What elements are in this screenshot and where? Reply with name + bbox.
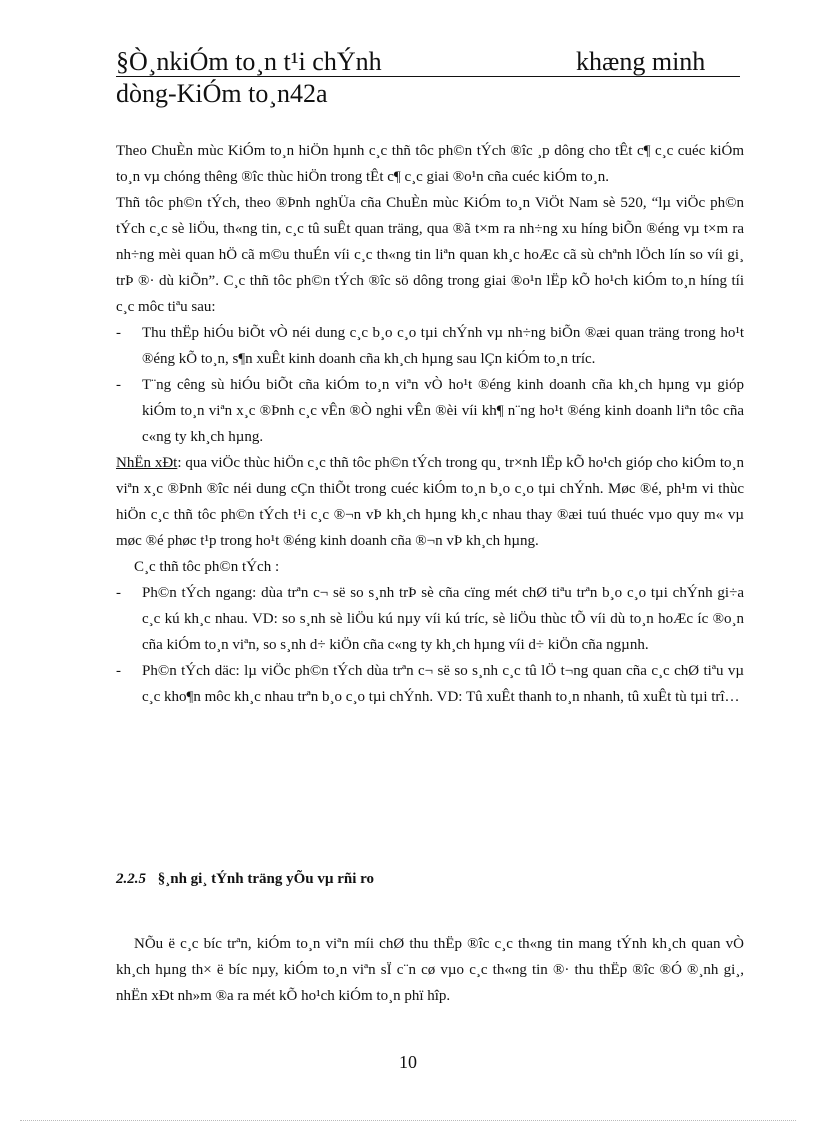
section-number: 2.2.5 [116,871,146,887]
paragraph-note [116,450,744,554]
list-item [116,372,744,450]
paragraph-definition: Thñ tôc ph©n tÝch, theo ®Þnh nghÜa cña ChuÈn mùc KiÓm to¸n ViÖt Nam sè 520, “lµ viÖc ph©n tÝch c¸c sè liÖu, th«ng tin, c¸c tû suÊt quan träng, qua ®ã t×m ra nh÷ng xu híng biÕn ®éng vµ t×m ra nh÷ng mèi quan hÖ cã m©u thuÉn víi c¸c th«ng tin liªn quan kh¸c hoÆc cã sù chªnh lÖch lín so víi gi¸ trÞ ®· dù kiÕn”. C¸c thñ tôc ph©n tÝch ®îc sö dông trong giai ®o¹n lËp kÕ ho¹ch kiÓm to¸n híng tíi c¸c môc tiªu sau: [116,195,744,315]
note-label: NhËn xÐt [116,455,178,471]
paragraph-closing: NÕu ë c¸c bíc trªn, kiÓm to¸n viªn míi chØ thu thËp ®îc c¸c th«ng tin mang tÝnh kh¸ch quan vÒ kh¸ch hµng th× ë bíc nµy, kiÓm to¸n viªn sÏ c¨n cø vµo c¸c th«ng tin ®· thu thËp ®îc ®Ó ®¸nh gi¸, nhËn xÐt nh»m ®a ra mét kÕ ho¹ch kiÓm to¸n phï hîp. [116,936,744,1004]
page-number: 10 [399,1052,417,1072]
body-text [116,138,744,710]
paragraph-procedures: C¸c thñ tôc ph©n tÝch : [134,559,280,575]
list-item-text: Ph©n tÝch däc: lµ viÖc ph©n tÝch dùa trªn c¬ së so s¸nh c¸c tû lÖ t¬ng quan cña c¸c chØ tiªu vµ c¸c kho¶n môc kh¸c nhau trªn b¸o c¸o tµi chÝnh. VD: Tû xuÊt thanh to¸n nhanh, tû xuÊt tù tµi trî… [142,663,744,705]
list-item [116,320,744,372]
list-dash: - [116,585,121,601]
page-header [116,46,740,109]
note-text: : qua viÖc thùc hiÖn c¸c thñ tôc ph©n tÝch trong qu¸ tr×nh lËp kÕ ho¹ch gióp cho kiÓm to¸n viªn x¸c ®Þnh ®îc néi dung cÇn thiÕt trong cuéc kiÓm to¸n b¸o c¸o tµi chÝnh. Møc ®é, ph¹m vi thùc hiÖn c¸c thñ tôc ph©n tÝch t¹i c¸c ®¬n vÞ kh¸ch hµng kh¸c nhau thay ®æi tuú thuéc vµo quy m« vµ møc ®é phøc t¹p trong ho¹t ®éng kinh doanh cña ®¬n vÞ kh¸ch hµng. [116,455,745,549]
list-item [116,580,744,658]
list-item-text: Ph©n tÝch ngang: dùa trªn c¬ së so s¸nh trÞ sè cña cïng mét chØ tiªu trªn b¸o c¸o tµi chÝnh gi÷a c¸c kú kh¸c nhau. VD: so s¸nh sè liÖu kú nµy víi kú tríc, sè liÖu thùc tÕ víi dù to¸n hoÆc íc ®o¸n cña kiÓm to¸n viªn, so s¸nh d÷ kiÖn cña c«ng ty kh¸ch hµng víi d÷ kiÖn cña ngµnh. [142,585,744,653]
list-item [116,658,744,710]
section-heading [116,866,744,892]
list-item-text: T¨ng cêng sù hiÓu biÕt cña kiÓm to¸n viªn vÒ ho¹t ®éng kinh doanh cña kh¸ch hµng vµ gióp kiÓm to¸n viªn x¸c ®Þnh c¸c vÊn ®Ò nghi vÊn ®èi víi kh¶ n¨ng ho¹t ®éng kinh doanh liªn tôc cña c«ng ty kh¸ch hµng. [142,377,744,445]
section-title: §¸nh gi¸ tÝnh träng yÕu vµ rñi ro [157,871,375,887]
header-title: §Ò¸nkiÓm to¸n t¹i chÝnh [116,47,382,76]
page-bottom-divider [20,1120,796,1121]
list-dash: - [116,663,121,679]
list-dash: - [116,325,121,341]
header-underline [116,76,740,77]
paragraph-intro: Theo ChuÈn mùc KiÓm to¸n hiÖn hµnh c¸c thñ tôc ph©n tÝch ®îc ¸p dông cho tÊt c¶ c¸c cuéc kiÓm to¸n vµ chóng thêng ®îc thùc hiÖn trong tÊt c¶ c¸c giai ®o¹n cña cuéc kiÓm to¸n. [116,143,744,185]
list-dash: - [116,377,121,393]
header-author: khæng minh [576,47,706,76]
list-item-text: Thu thËp hiÓu biÕt vÒ néi dung c¸c b¸o c¸o tµi chÝnh vµ nh÷ng biÕn ®æi quan träng trong ho¹t ®éng kÕ to¸n, s¶n xuÊt kinh doanh cña kh¸ch hµng sau lÇn kiÓm to¸n tríc. [142,325,744,367]
header-subtitle: dòng-KiÓm to¸n42a [116,79,328,108]
